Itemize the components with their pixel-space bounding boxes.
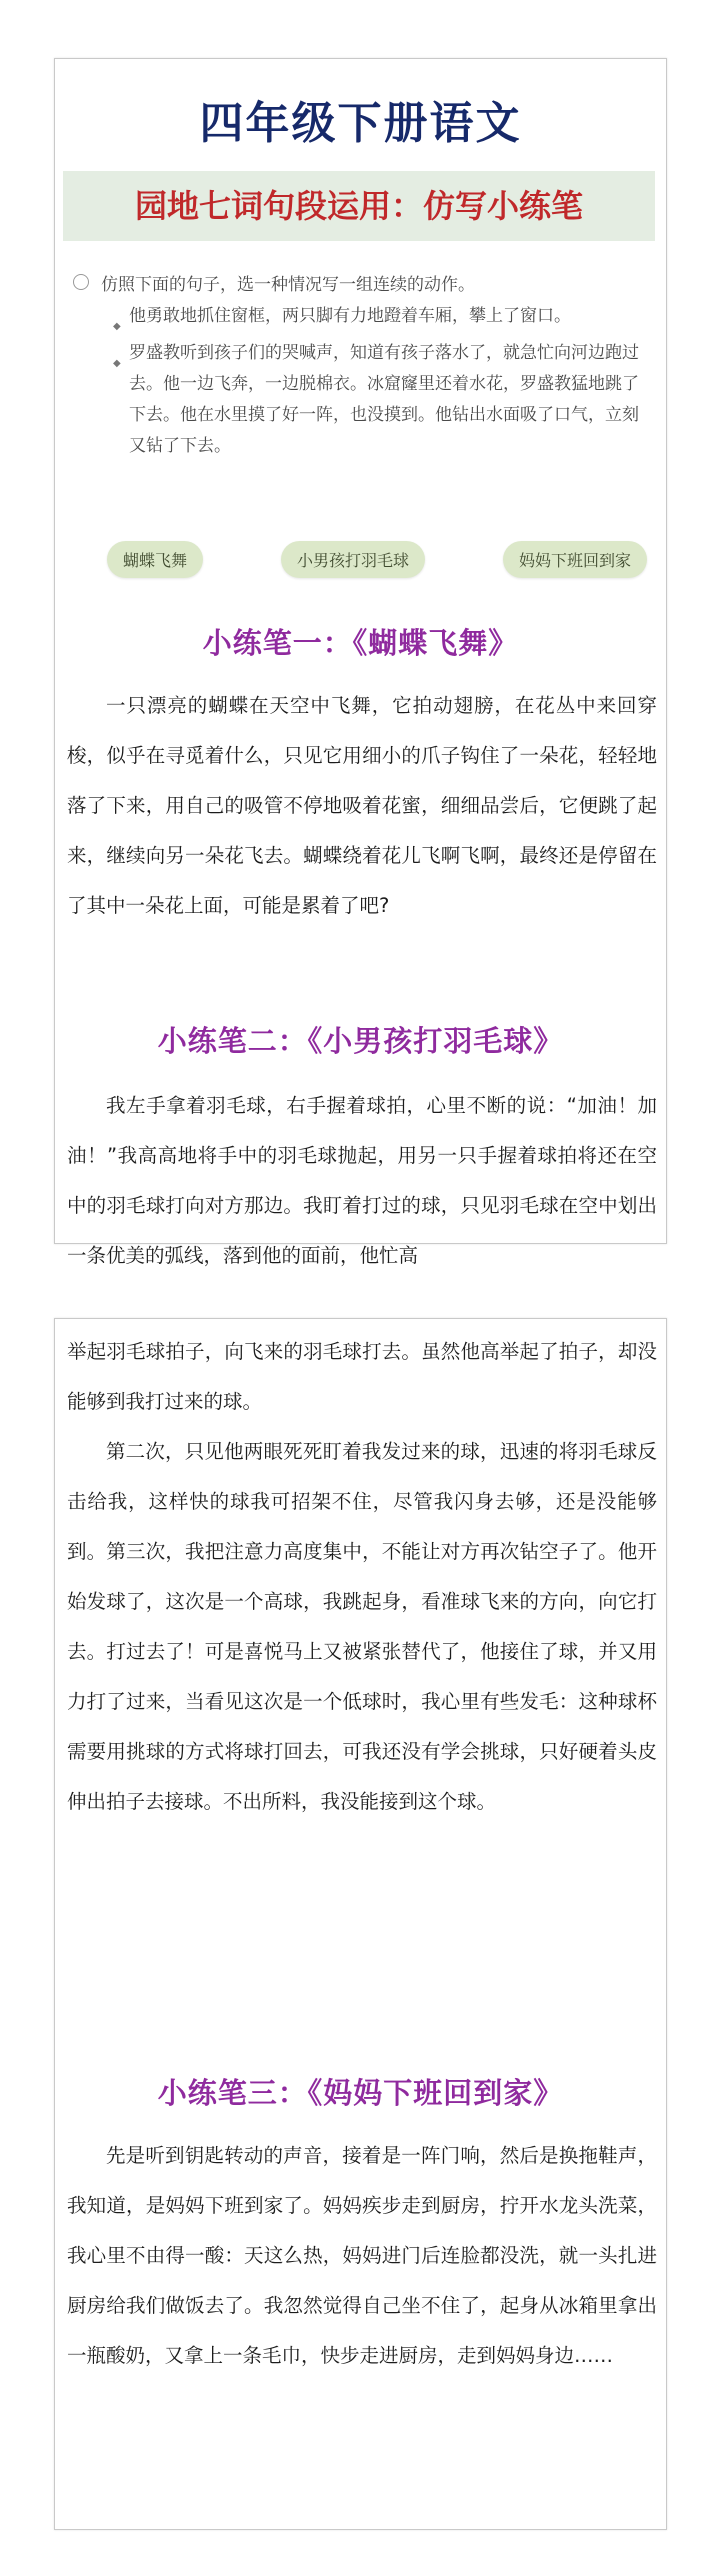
example-sentence-1 <box>73 301 653 332</box>
exercise-instruction-row <box>73 269 653 295</box>
section-2-paragraph-part1: 我左手拿着羽毛球，右手握着球拍，心里不断的说：“加油！加油！”我高高地将手中的羽毛球抛起，用另一只手握着球拍将还在空中的羽毛球打向对方那边。我盯着打过的球，只见羽毛球在空中划出一条优美的弧线，落到他的面前，他忙高 <box>67 1094 657 1267</box>
section-2-paragraph-2: 第二次，只见他两眼死死盯着我发过来的球，迅速的将羽毛球反击给我，这样快的球我可招架不住，尽管我闪身去够，还是没能够到。第三次，我把注意力高度集中，不能让对方再次钻空子了。他开始发球了，这次是一个高球，我跳起身，看准球飞来的方向，向它打去。打过去了！可是喜悦马上又被紧张替代了，他接住了球，并又用力打了过来，当看见这次是一个低球时，我心里有些发毛：这种球杯需要用挑球的方式将球打回去，可我还没有学会挑球，只好硬着头皮伸出拍子去接球。不出所料，我没能接到这个球。 <box>67 1440 657 1813</box>
example-sentence-text: 罗盛教听到孩子们的哭喊声，知道有孩子落水了，就急忙向河边跑过去。他一边飞奔，一边脱棉衣。冰窟窿里还着水花，罗盛教猛地跳了下去。他在水里摸了好一阵，也没摸到。他钻出水面吸了口气，立刻又钻了下去。 <box>129 343 639 456</box>
section-1-paragraph: 一只漂亮的蝴蝶在天空中飞舞，它拍动翅膀，在花丛中来回穿梭，似乎在寻觅着什么，只见它用细小的爪子钩住了一朵花，轻轻地落了下来，用自己的吸管不停地吸着花蜜，细细品尝后，它便跳了起来，继续向另一朵花飞去。蝴蝶绕着花儿飞啊飞啊，最终还是停留在了其中一朵花上面，可能是累着了吧? <box>67 694 657 917</box>
topic-option-butterfly: 蝴蝶飞舞 <box>107 541 203 578</box>
topic-option-mom: 妈妈下班回到家 <box>503 541 647 578</box>
section-1-heading: 小练笔一：《蝴蝶飞舞》 <box>202 626 519 660</box>
worksheet-page-2 <box>54 1318 667 2530</box>
diamond-bullet-icon: ◆ <box>113 321 121 332</box>
topic-option-badminton: 小男孩打羽毛球 <box>281 541 425 578</box>
example-sentence-2 <box>73 338 653 462</box>
page-title: 四年级下册语文 <box>199 98 522 149</box>
section-2-paragraph-part2: 举起羽毛球拍子，向飞来的羽毛球打去。虽然他高举起了拍子，却没能够到我打过来的球。 <box>67 1340 657 1413</box>
example-sentence-text: 他勇敢地抓住窗框，两只脚有力地蹬着车厢，攀上了窗口。 <box>129 306 571 326</box>
diamond-bullet-icon: ◆ <box>113 358 121 369</box>
section-3-heading: 小练笔三：《妈妈下班回到家》 <box>157 2076 564 2110</box>
page-subtitle-banner: 园地七词句段运用：仿写小练笔 <box>63 171 655 241</box>
topic-options <box>107 541 647 578</box>
circle-bullet-icon <box>73 274 89 290</box>
section-3-paragraph: 先是听到钥匙转动的声音，接着是一阵门响，然后是换拖鞋声，我知道，是妈妈下班到家了。妈妈疾步走到厨房，拧开水龙头洗菜，我心里不由得一酸：天这么热，妈妈进门后连脸都没洗，就一头扎进厨房给我们做饭去了。我忽然觉得自己坐不住了，起身从冰箱里拿出一瓶酸奶，又拿上一条毛巾，快步走进厨房，走到妈妈身边…… <box>67 2144 657 2367</box>
worksheet-page-1 <box>54 58 667 1267</box>
textbook-exercise <box>73 269 653 462</box>
section-2-heading: 小练笔二：《小男孩打羽毛球》 <box>157 1024 564 1058</box>
exercise-instruction: 仿照下面的句子，选一种情况写一组连续的动作。 <box>101 274 475 295</box>
